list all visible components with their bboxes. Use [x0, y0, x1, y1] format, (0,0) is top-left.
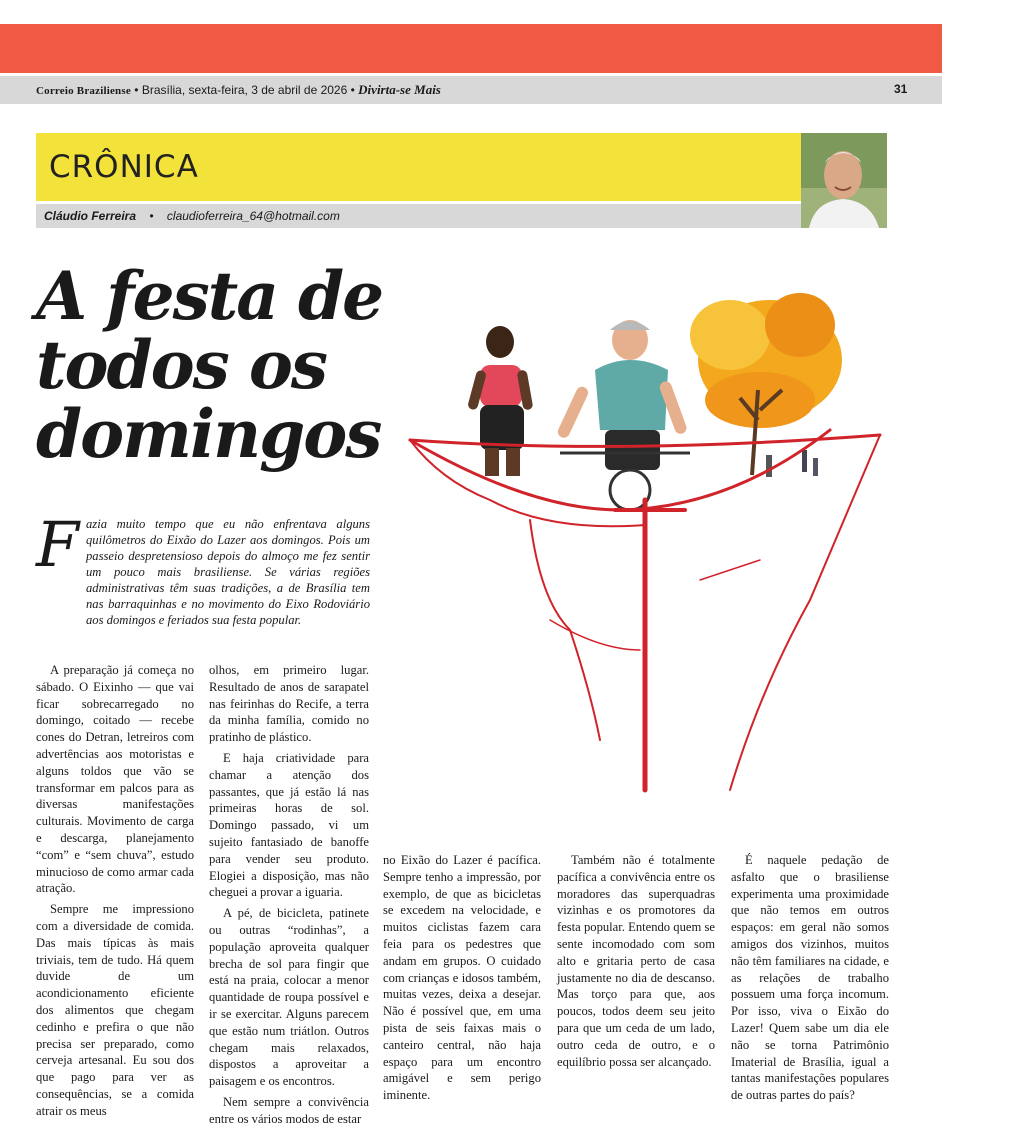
byline-bar	[36, 204, 801, 228]
author-email: claudioferreira_64@hotmail.com	[166, 209, 340, 223]
separator-dot: •	[149, 209, 154, 223]
article-column-4	[557, 852, 715, 1070]
section-name: Divirta-se Mais	[358, 82, 441, 97]
running-header-text	[36, 82, 441, 98]
top-color-band	[0, 24, 942, 73]
paragraph: É naquele pedação de asfalto que o brasiliense experimenta uma proximidade que não temos em outros espaços: em geral não somos amigos dos vizinhos, muitos não têm familiares na cidade, e as relações de trabalho possuem uma força incomum. Por isso, viva o Eixão do Lazer! Quem sabe um dia ele não se torna Patrimônio Imaterial de Brasília, igual a tantas manifestações populares de outras partes do país?	[731, 853, 889, 1103]
paragraph: A pé, de bicicleta, patinete ou outras “rodinhas”, a população aproveita qualquer brecha de sol para fingir que está na praia, colocar a menor quantidade de roupa possível e ir se exercitar. Alguns parecem que estão num triátlon. Outros chegam mais relaxados, dispostos a aproveitar a paisagem e os encontros.	[209, 906, 369, 1089]
article-column-3	[383, 852, 541, 1104]
dateline: Brasília, sexta-feira, 3 de abril de 2026	[141, 83, 348, 97]
paragraph: Também não é totalmente pacífica a convivência entre os moradores das superquadras vizinhas e os promotores da festa popular. Entendo quem se sente incomodado com som alto e gritaria perto de casa justamente no dia de descanso. Mas torço para que, aos poucos, todos deem seu jeito para que um ceda de um lado, outro ceda de outro, e o equilíbrio possa ser alcançado.	[557, 853, 715, 1069]
lead-text: azia muito tempo que eu não enfrentava alguns quilômetros do Eixão do Lazer aos domingos. Pois um passeio despretensioso depois do almoço me fez sentir um pouco mais brasiliense. Se várias regiões administrativas têm suas tradições, a de Brasília tem nas barraquinhas e no movimento do Eixo Rodoviário aos domingos e feriados sua festa popular.	[86, 517, 370, 627]
runner-illustration	[467, 326, 533, 476]
drop-cap: F	[36, 508, 80, 581]
separator-dot: •	[350, 83, 355, 97]
paragraph: Nem sempre a convivência entre os vários modos de estar	[209, 1094, 369, 1126]
column-label: CRÔNICA	[49, 149, 199, 185]
paragraph: E haja criatividade para chamar a atenção dos passantes, que já estão lá nas primeiras horas de sol. Domingo passado, vi um sujeito fantasiado de banoffe para vender seu produto. Elogiei a disposição, mas não cheguei a provar a iguaria.	[209, 750, 369, 900]
paragraph: olhos, em primeiro lugar. Resultado de anos de sarapatel nas feirinhas do Recife, a terra da minha família, comido no pratinho de plástico.	[209, 663, 369, 745]
article-illustration	[400, 270, 890, 830]
page-number: 31	[894, 82, 908, 96]
article-column-5	[731, 852, 889, 1104]
running-header	[0, 76, 942, 104]
cyclist-illustration	[556, 320, 690, 510]
headline-line: domingos	[36, 395, 381, 473]
paragraph: no Eixão do Lazer é pacífica. Sempre tenho a impressão, por exemplo, de que as bicicletas se excedem na velocidade, e muitos ciclistas fazem cara feia para os pedestres que andam em grupos. O cuidado com crianças e idosos também, muitas vezes, deixa a desejar. Não é possível que, em uma pista de seis faixas mais o canteiro central, não haja espaço para um encontro amigável e sem perigo iminente.	[383, 853, 541, 1103]
tree-illustration	[690, 293, 842, 477]
paragraph: A preparação já começa no sábado. O Eixinho — que vai ficar sobrecarregado no domingo, coitado — recebe cones do Detran, letreiros com advertências aos motoristas e alguns toldos que vão se transformar em palcos para as diversas manifestações culturais. Movimento de carga e descarga, planejamento “com” e “sem chuva”, estudo minucioso de como armar cada atração.	[36, 663, 194, 896]
brasilia-map-outline	[410, 430, 880, 790]
column-label-band	[36, 133, 801, 201]
headline-line: todos os	[36, 326, 326, 404]
headline-line: A festa de	[36, 257, 383, 335]
headline	[36, 257, 396, 473]
article-column-1	[36, 662, 194, 1120]
lead-paragraph	[36, 508, 370, 628]
newspaper-brand: Correio Braziliense	[36, 85, 131, 97]
paragraph: Sempre me impressiono com a diversidade de comida. Das mais típicas às mais triviais, tem de tudo. Há quem duvide de um acondicionamento eficiente dos alimentos que chegam cedinho e prefira o que não precisa ser preparado, como cerveja artesanal. Eu sou dos que pago para ver as consequências, se a comida atrair os meus	[36, 902, 194, 1118]
separator-dot: •	[134, 83, 139, 97]
author-photo	[801, 133, 887, 228]
author-name: Cláudio Ferreira	[44, 209, 137, 223]
article-column-2	[209, 662, 369, 1128]
